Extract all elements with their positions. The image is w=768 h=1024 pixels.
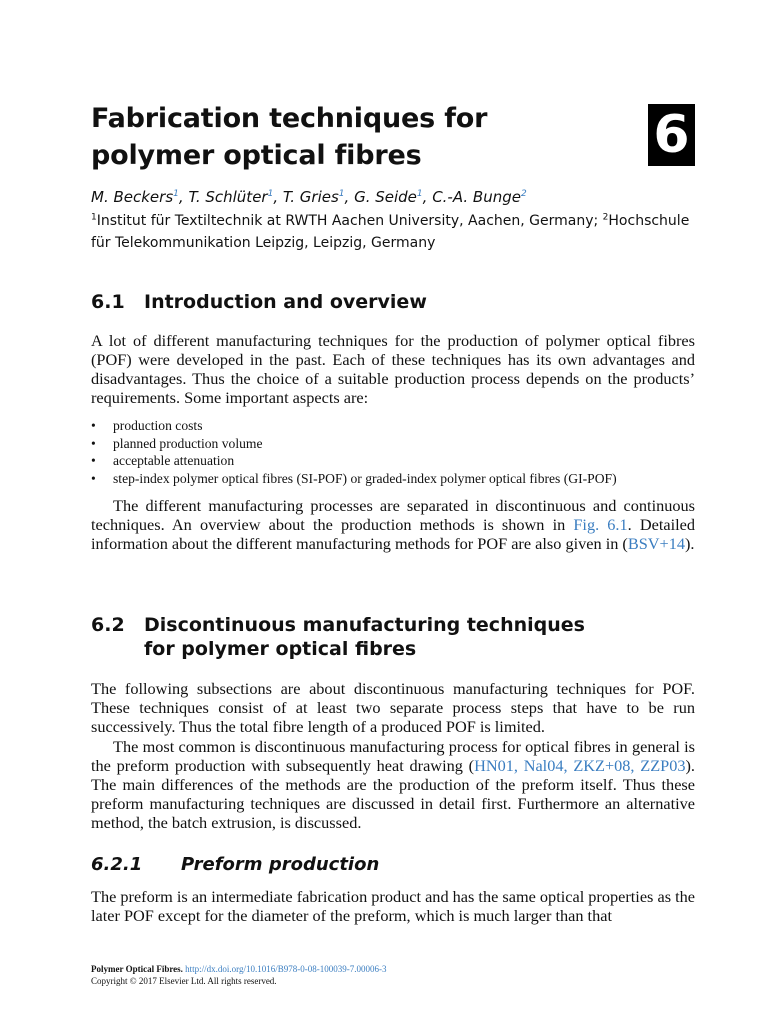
paragraph-preform: The most common is discontinuous manufacturing process for optical fibres in general is the preform production with subsequently heat drawing (HN01, Nal04, ZKZ+08, ZZP03). The main differences of the methods are the production of the preform itself. Thus these preform manufacturing techniques are discussed in detail first. Furthermore an alternative method, the batch extrusion, is discussed. (91, 737, 695, 832)
author-affiliation-mark[interactable]: 1 (416, 189, 423, 199)
list-item: • acceptable attenuation (91, 453, 235, 469)
author-affiliation-mark[interactable]: 1 (173, 189, 179, 199)
author-name: C.-A. Bunge (432, 188, 521, 206)
bullet-icon: • (91, 470, 96, 486)
aspects-list (91, 417, 711, 487)
affiliation-2: Hochschule für Telekommunikation Leipzig, Leipzig, Germany (91, 213, 690, 251)
chapter-title-line-1: Fabrication techniques for (91, 103, 488, 134)
book-title: Polymer Optical Fibres. (91, 964, 183, 974)
subsection-heading-6-2-1 (91, 854, 379, 875)
author-affiliation-mark[interactable]: 2 (520, 189, 527, 199)
doi-link[interactable]: http://dx.doi.org/10.1016/B978-0-08-100039-7.00006-3 (185, 964, 387, 974)
chapter-title (91, 100, 561, 174)
author-name: T. Schlüter (188, 188, 268, 206)
section-heading-6-1 (91, 290, 427, 314)
paragraph-preform-production: The preform is an intermediate fabrication product and has the same optical properties as the later POF except for the diameter of the preform, which is much larger than that (91, 887, 695, 925)
bullet-icon: • (91, 418, 96, 433)
list-item: • planned production volume (91, 435, 263, 451)
paragraph-intro: A lot of different manufacturing techniques for the production of polymer optical fibres (POF) were developed in the past. Each of these techniques has its own advantages and disadvantages. Thus the choice of a suitable production process depends on the products’ requirements. Some important aspects are: (91, 331, 695, 407)
page-footer (91, 963, 386, 987)
figure-link[interactable]: Fig. 6.1 (573, 515, 628, 534)
bullet-icon: • (91, 435, 96, 451)
citation-link[interactable]: BSV+14 (627, 534, 685, 553)
affiliation-1: Institut für Textiltechnik at RWTH Aachen University, Aachen, Germany; (96, 213, 603, 229)
section-number: 6.2 (91, 614, 125, 636)
list-item: • production costs (91, 418, 203, 433)
author-name: M. Beckers (91, 188, 174, 206)
paragraph-discontinuous: The following subsections are about discontinuous manufacturing techniques for POF. These techniques consist of at least two separate process steps that have to be run successively. Thus the total fibre length of a produced POF is limited. (91, 679, 695, 736)
chapter-title-line-2: polymer optical fibres (91, 140, 422, 171)
section-heading-6-2 (91, 613, 585, 661)
bullet-icon: • (91, 453, 96, 469)
affiliation-number: 1 (91, 212, 97, 223)
list-item: • step-index polymer optical fibres (SI-POF) or graded-index polymer optical fibres (GI-POF) (91, 470, 617, 486)
author-list: M. Beckers$^1$, T. Schlüter$^1$, T. Gries$^1$, G. Seide$^1$, C.-A. Bunge$^2$ (91, 188, 527, 206)
affiliation-number: 2 (602, 212, 609, 223)
citation-link[interactable]: HN01, Nal04, ZKZ+08, ZZP03 (474, 756, 686, 775)
section-title-line-2: for polymer optical fibres (144, 638, 417, 660)
subsection-number: 6.2.1 (91, 854, 143, 875)
section-number: 6.1 (91, 291, 125, 313)
author-affiliation-mark[interactable]: 1 (267, 189, 274, 199)
author-name: G. Seide (354, 188, 417, 206)
subsection-title: Preform production (181, 854, 380, 875)
paragraph-overview: The different manufacturing processes are separated in discontinuous and continuous techniques. An overview about the production methods is shown in Fig. 6.1. Detailed information about the different manufacturing methods for POF are also given in (BSV+14). (91, 496, 696, 553)
chapter-number-badge: 6 (648, 104, 695, 166)
section-title: Introduction and overview (144, 291, 427, 313)
affiliations (91, 210, 696, 254)
copyright-notice: Copyright © 2017 Elsevier Ltd. All rights reserved. (91, 976, 277, 986)
author-affiliation-mark[interactable]: 1 (338, 189, 345, 199)
author-name: T. Gries (282, 188, 339, 206)
section-title-line-1: Discontinuous manufacturing techniques (144, 614, 585, 636)
